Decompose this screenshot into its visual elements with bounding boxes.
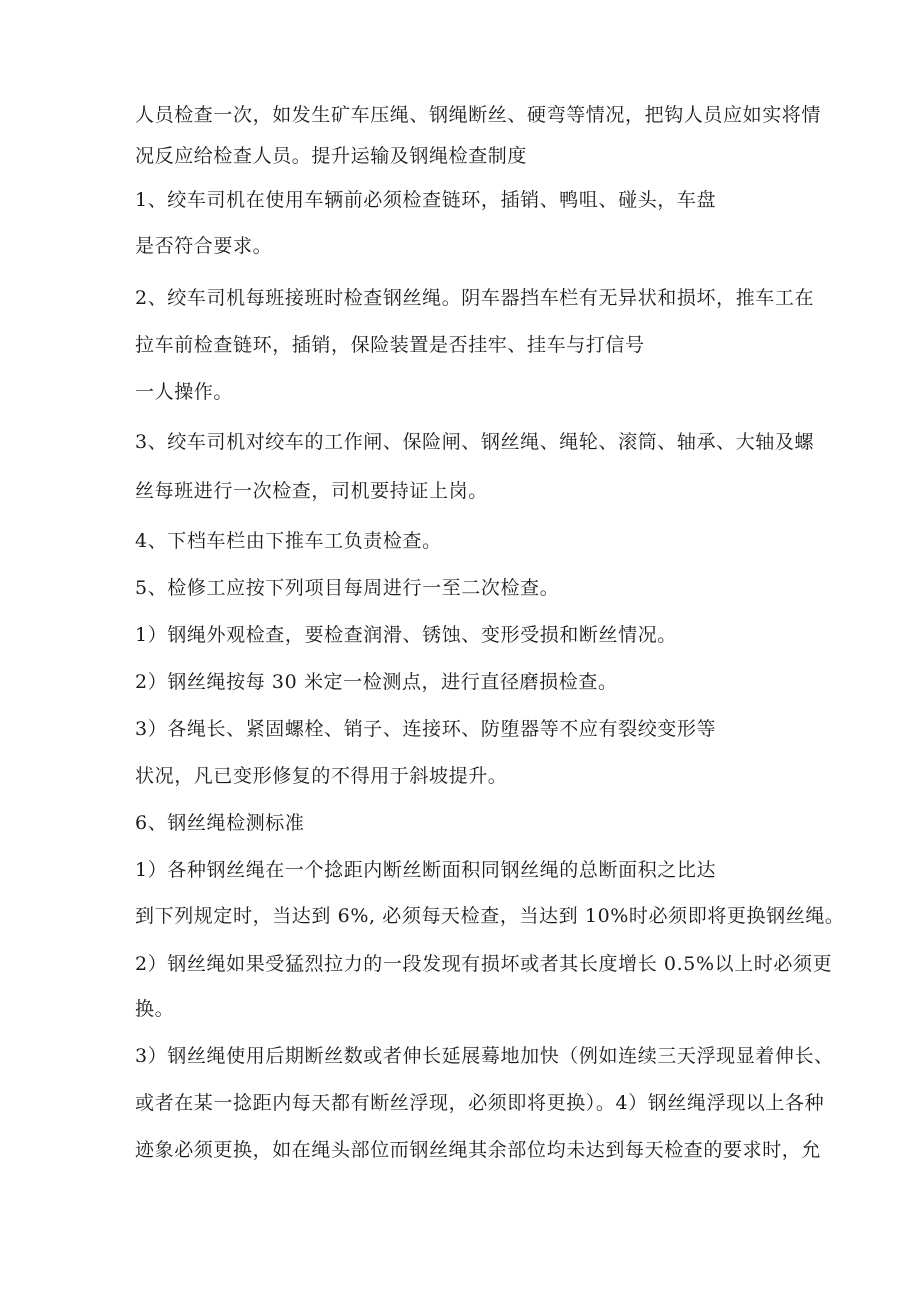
text-line-1: 人员检查一次，如发生矿车压绳、钢绳断丝、硬弯等情况，把钩人员应如实将情 [135, 104, 822, 126]
text-line-9: 丝每班进行一次检查，司机要持证上岗。 [135, 480, 488, 502]
text-line-19: 2）钢丝绳如果受猛烈拉力的一段发现有损坏或者其长度增长 0.5%以上时必须更 [135, 953, 833, 975]
text-line-6: 拉车前检查链环，插销，保险装置是否挂牢、挂车与打信号 [135, 334, 645, 356]
text-line-5: 2、绞车司机每班接班时检查钢丝绳。阴车器挡车栏有无异状和损坏，推车工在 [135, 287, 815, 309]
text-line-20: 换。 [135, 998, 175, 1020]
text-line-10: 4、下档车栏由下推车工负责检查。 [135, 530, 442, 552]
text-line-8: 3、绞车司机对绞车的工作闸、保险闸、钢丝绳、绳轮、滚筒、轴承、大轴及螺 [135, 431, 815, 453]
text-line-21: 3）钢丝绳使用后期断丝数或者伸长延展蓦地加快（例如连续三天浮现显着伸长、 [135, 1045, 834, 1067]
text-line-22: 或者在某一捻距内每天都有断丝浮现，必须即将更换）。4）钢丝绳浮现以上各种 [135, 1092, 825, 1114]
text-line-13: 2）钢丝绳按每 30 米定一检测点，进行直径磨损检查。 [135, 671, 618, 693]
text-line-7: 一人操作。 [135, 381, 234, 403]
text-line-17: 1）各种钢丝绳在一个捻距内断丝断面积同钢丝绳的总断面积之比达 [135, 859, 717, 881]
text-line-2: 况反应给检查人员。提升运输及钢绳检查制度 [135, 145, 528, 167]
text-line-23: 迹象必须更换，如在绳头部位而钢丝绳其余部位均未达到每天检查的要求时，允 [135, 1139, 822, 1161]
text-line-4: 是否符合要求。 [135, 235, 273, 257]
text-line-3: 1、绞车司机在使用车辆前必须检查链环，插销、鸭咀、碰头，车盘 [135, 189, 717, 211]
text-line-15: 状况，凡已变形修复的不得用于斜坡提升。 [135, 765, 508, 787]
text-line-11: 5、检修工应按下列项目每周进行一至二次检查。 [135, 577, 560, 599]
text-line-14: 3）各绳长、紧固螺栓、销子、连接环、防堕器等不应有裂绞变形等 [135, 718, 717, 740]
text-line-18: 到下列规定时，当达到 6%, 必须每天检查，当达到 10%时必须即将更换钢丝绳。 [135, 905, 845, 927]
text-line-12: 1）钢绳外观检查，要检查润滑、锈蚀、变形受损和断丝情况。 [135, 624, 677, 646]
text-line-16: 6、钢丝绳检测标准 [135, 812, 305, 834]
